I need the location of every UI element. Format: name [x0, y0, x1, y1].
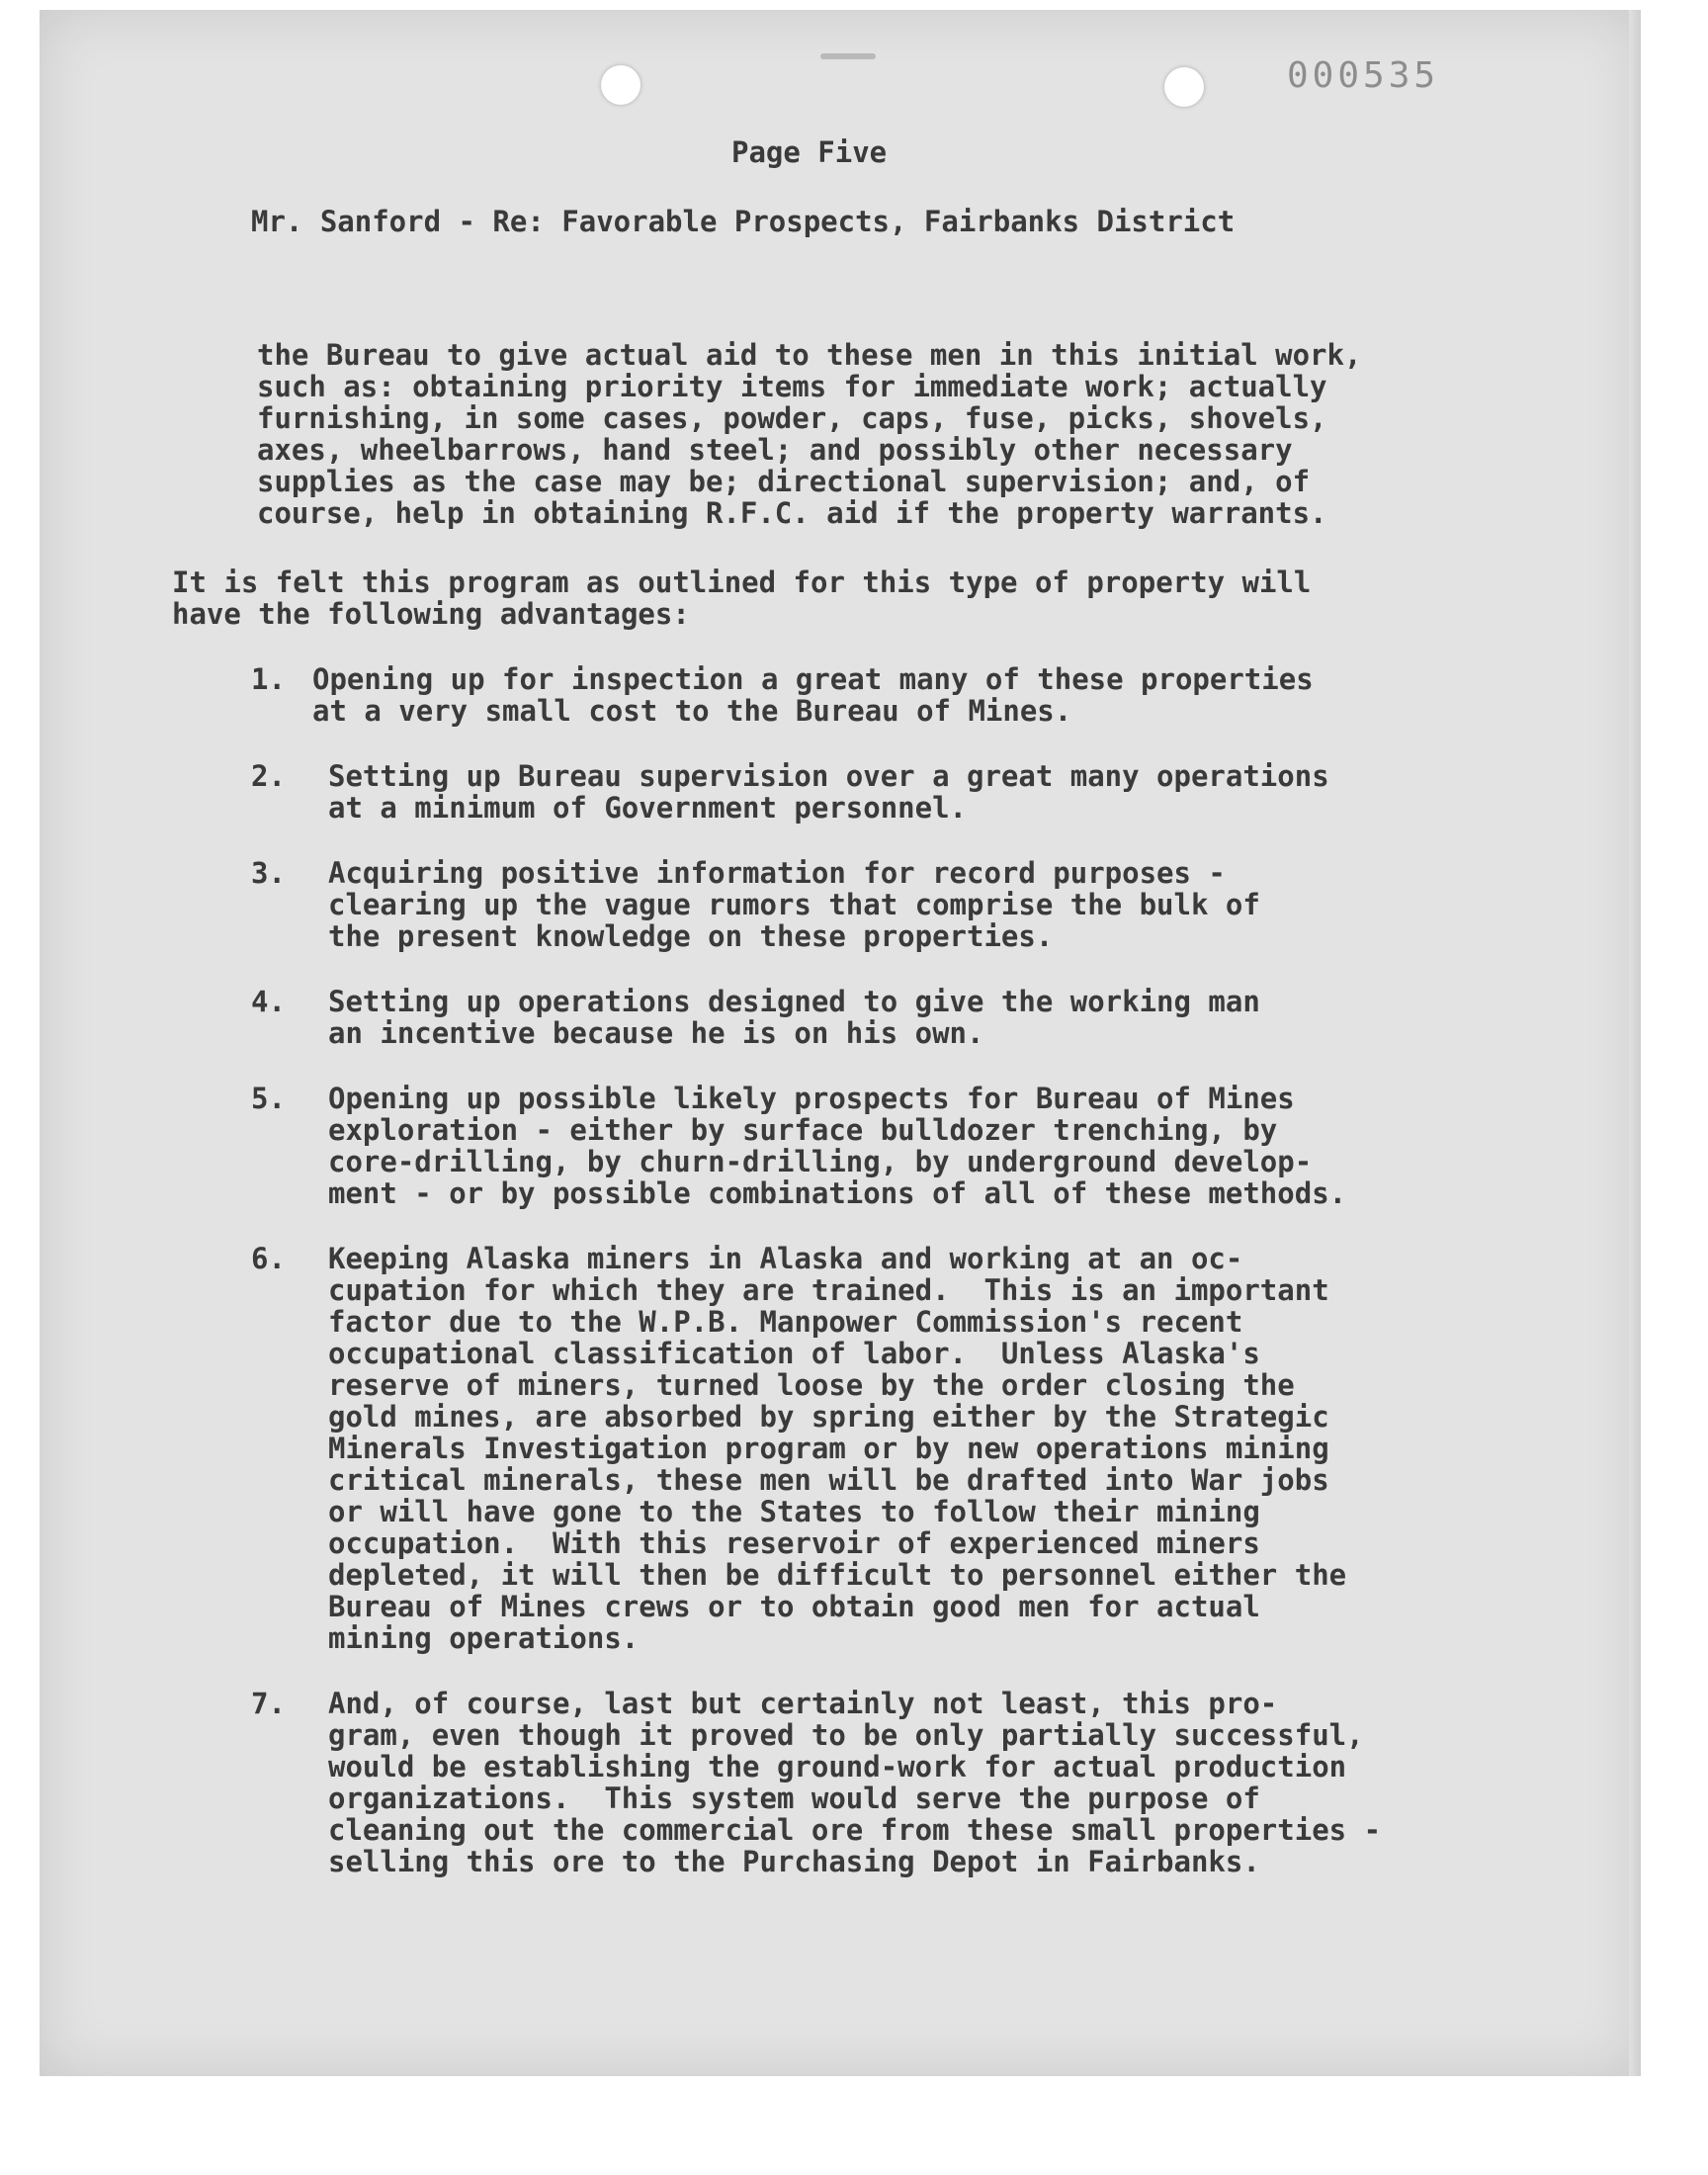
- list-item-number: 1.: [251, 662, 286, 696]
- list-item: [251, 1083, 1381, 1209]
- list-item: [251, 760, 1381, 824]
- list-item-text: Opening up for inspection a great many of these properties at a very small cost to the Bureau of Mines.: [312, 662, 1314, 728]
- list-item: [251, 663, 1381, 727]
- list-item-text: And, of course, last but certainly not least, this pro- gram, even though it proved to be only partially successful, would be establishing the ground-work for actual production organizations. This system would serve the purpose of cleaning out the commercial ore from these small properties - selling this ore to the Purchasing Depot in Fairbanks.: [328, 1687, 1382, 1878]
- punch-hole-left: [601, 65, 640, 105]
- list-item: [251, 1688, 1381, 1877]
- list-item-number: 4.: [251, 985, 286, 1018]
- list-item-number: 2.: [251, 759, 286, 793]
- list-item-number: 6.: [251, 1242, 286, 1275]
- page-title: Page Five: [731, 135, 888, 169]
- list-item-text: Setting up operations designed to give the working man an incentive because he is on his own.: [328, 985, 1260, 1050]
- list-item-text: Acquiring positive information for record purposes - clearing up the vague rumors that comprise the bulk of the present knowledge on these properties.: [328, 856, 1260, 953]
- staple-mark: [820, 53, 876, 59]
- list-item-number: 7.: [251, 1687, 286, 1720]
- continuation-paragraph: the Bureau to give actual aid to these men in this initial work, such as: obtaining priority items for immediate work; actually furnishing, in some cases, powder, caps, fuse, picks, shovels, axes, wheelbarrows, hand steel; and possibly other necessary supplies as the case may be; directional supervision; and, of course, help in obtaining R.F.C. aid if the property warrants.: [257, 338, 1362, 530]
- list-item-number: 3.: [251, 856, 286, 890]
- subject-line: Mr. Sanford - Re: Favorable Prospects, Fairbanks District: [251, 205, 1236, 238]
- list-item-text: Setting up Bureau supervision over a great many operations at a minimum of Government personnel.: [328, 759, 1329, 825]
- punch-hole-right: [1164, 67, 1204, 107]
- document-number-stamp: 000535: [1287, 55, 1440, 96]
- list-item-text: Keeping Alaska miners in Alaska and working at an oc- cupation for which they are trained. This is an important factor due to the W.P.B. Manpower Commission's recent occupational classification of labor. Unless Alaska's reserve of miners, turned loose by the order closing the gold mines, are absorbed by spring either by the Strategic Minerals Investigation program or by new operations mining critical minerals, these men will be drafted into War jobs or will have gone to the States to follow their mining occupation. With this reservoir of experienced miners depleted, it will then be difficult to personnel either the Bureau of Mines crews or to obtain good men for actual mining operations.: [328, 1242, 1347, 1655]
- list-item-number: 5.: [251, 1082, 286, 1115]
- page-edge-shadow: [1629, 10, 1641, 2076]
- list-item: [251, 986, 1381, 1049]
- list-item-text: Opening up possible likely prospects for Bureau of Mines exploration - either by surface bulldozer trenching, by core-drilling, by churn-drilling, by underground develop- ment - or by possible combinations of all of these methods.: [328, 1082, 1347, 1210]
- advantages-list: [251, 663, 1381, 1911]
- list-item: [251, 857, 1381, 952]
- intro-paragraph: It is felt this program as outlined for this type of property will have the following advantages:: [172, 566, 1312, 631]
- list-item: [251, 1243, 1381, 1654]
